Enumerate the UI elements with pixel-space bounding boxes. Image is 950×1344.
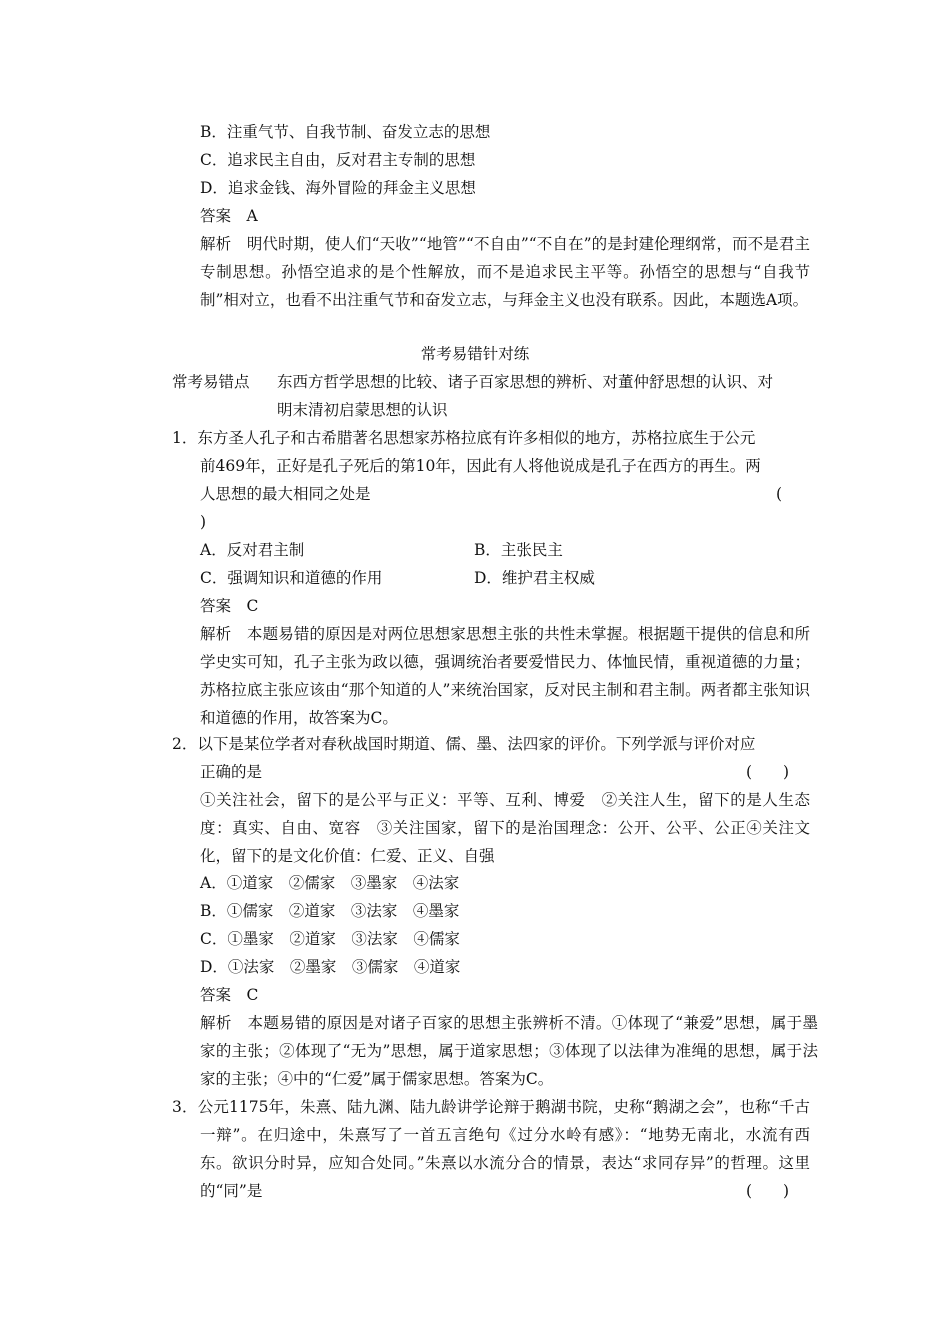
q2-answer: 答案 C [200,986,259,1004]
q1-stem-line-3: 人思想的最大相同之处是 [200,485,371,503]
q1-option-a: A．反对君主制 [200,541,305,559]
error-point-text-2: 明末清初启蒙思想的认识 [277,401,448,419]
prev-analysis: 解析 明代时期，使人们“天收”“地管”“不自由”“不自在”的是封建伦理纲常，而不是君主专制思想。孙悟空追求的是个性解放，而不是追求民主平等。孙悟空的思想与“自我节制”相对立，也看不出注重气节和奋发立志，与拜金主义也没有联系。因此，本题选A项。 [200,235,810,309]
prev-answer: 答案 A [200,207,258,225]
q2-option-b: B．①儒家 ②道家 ③法家 ④墨家 [200,902,460,920]
q1-option-c: C．强调知识和道德的作用 [200,569,383,587]
error-point-label: 常考易错点 [172,373,250,391]
q1-option-d: D．维护君主权威 [474,569,595,587]
q1-option-b: B．主张民主 [474,541,563,559]
q2-option-a: A．①道家 ②儒家 ③墨家 ④法家 [200,874,460,892]
q2-stem-line-2: 正确的是 [200,763,263,781]
q1-analysis: 解析 本题易错的原因是对两位思想家思想主张的共性未掌握。根据题干提供的信息和所学史实可知，孔子主张为政以德，强调统治者要爱惜民力、体恤民情，重视道德的力量；苏格拉底主张应该由“那个知道的人”来统治国家，反对民主制和君主制。两者都主张知识和道德的作用，故答案为C。 [200,625,810,727]
error-point-text-1: 东西方哲学思想的比较、诸子百家思想的辨析、对董仲舒思想的认识、对 [277,373,774,391]
q2-items: ①关注社会，留下的是公平与正义：平等、互利、博爱 ②关注人生，留下的是人生态度：真实、自由、宽容 ③关注国家，留下的是治国理念：公开、公平、公正④关注文化，留下的是文化价值：仁爱、正义、自强 [200,791,810,865]
q1-answer: 答案 C [200,597,259,615]
q1-answer-paren-open: ( [776,485,783,503]
prev-option-d: D．追求金钱、海外冒险的拜金主义思想 [200,179,476,197]
q3-answer-paren: ( ) [746,1182,790,1200]
prev-option-c: C．追求民主自由，反对君主专制的思想 [200,151,476,169]
section-title: 常考易错针对练 [420,345,530,363]
q1-stem-line-1: 1．东方圣人孔子和古希腊著名思想家苏格拉底有许多相似的地方，苏格拉底生于公元 [172,429,756,447]
q2-analysis: 解析 本题易错的原因是对诸子百家的思想主张辨析不清。①体现了“兼爱”思想，属于墨家的主张；②体现了“无为”思想，属于道家思想；③体现了以法律为准绳的思想，属于法家的主张；④中的“仁爱”属于儒家思想。答案为C。 [200,1014,818,1088]
prev-option-b: B．注重气节、自我节制、奋发立志的思想 [200,123,491,141]
q2-option-c: C．①墨家 ②道家 ③法家 ④儒家 [200,930,460,948]
q1-stem-line-2: 前469年，正好是孔子死后的第10年，因此有人将他说成是孔子在西方的再生。两 [200,457,761,475]
q1-answer-paren-close: ) [200,513,207,531]
q3-stem: 3．公元1175年，朱熹、陆九渊、陆九龄讲学论辩于鹅湖书院，史称“鹅湖之会”，也称“千古一辩”。在归途中，朱熹写了一首五言绝句《过分水岭有感》：“地势无南北，水流有西东。欲识分时异，应知合处同。”朱熹以水流分合的情景，表达“求同存异”的哲理。这里的“同”是 [172,1098,810,1200]
q2-option-d: D．①法家 ②墨家 ③儒家 ④道家 [200,958,461,976]
q2-answer-paren: ( ) [746,763,790,781]
q2-stem-line-1: 2．以下是某位学者对春秋战国时期道、儒、墨、法四家的评价。下列学派与评价对应 [172,735,756,753]
